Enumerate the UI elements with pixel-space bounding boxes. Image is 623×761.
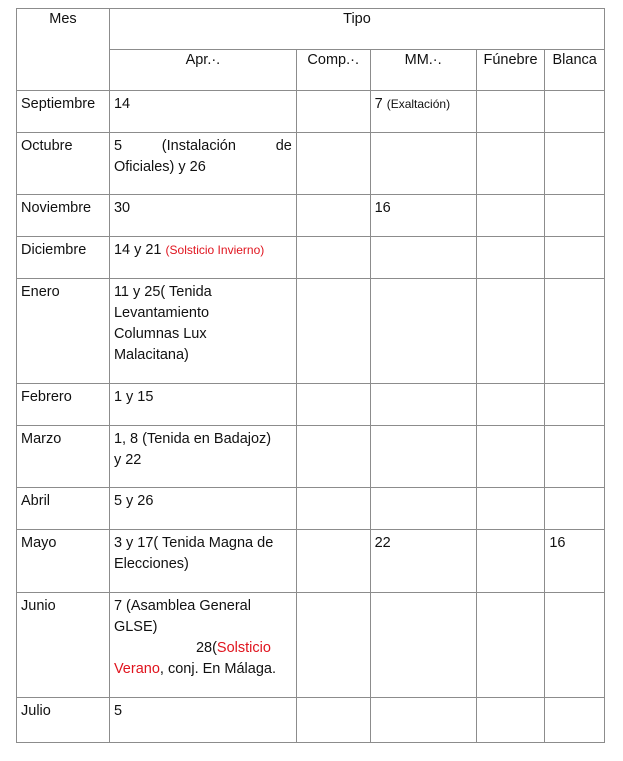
lodge-calendar-table	[16, 8, 605, 743]
cell-comp	[296, 91, 370, 133]
cell-funebre	[476, 593, 545, 698]
cell-blanca	[545, 593, 605, 698]
table-row-enero	[17, 279, 605, 384]
cell-mes: Mayo	[17, 530, 110, 593]
cell-apr	[109, 279, 296, 384]
cell-blanca: 16	[545, 530, 605, 593]
mm-value: 7	[374, 96, 383, 112]
apr-line: 3 y 17( Tenida Magna de	[113, 535, 274, 551]
cell-mes: Septiembre	[17, 91, 110, 133]
header-funebre: Fúnebre	[476, 50, 545, 91]
cell-apr: 5 y 26	[109, 488, 296, 530]
cell-funebre	[476, 530, 545, 593]
table-row-abril	[17, 488, 605, 530]
cell-blanca	[545, 195, 605, 237]
cell-comp	[296, 593, 370, 698]
cell-mes: Julio	[17, 698, 110, 743]
cell-blanca	[545, 237, 605, 279]
cell-funebre	[476, 384, 545, 426]
header-apr: Apr.·.	[109, 50, 296, 91]
cell-mes: Noviembre	[17, 195, 110, 237]
cell-comp	[296, 488, 370, 530]
cell-apr	[109, 237, 296, 279]
cell-funebre	[476, 279, 545, 384]
verano-red-text: Verano	[113, 661, 160, 677]
cell-mm	[370, 279, 476, 384]
header-comp: Comp.·.	[296, 50, 370, 91]
cell-apr	[109, 133, 296, 195]
cell-mm	[370, 698, 476, 743]
cell-comp	[296, 426, 370, 488]
cell-apr: 1 y 15	[109, 384, 296, 426]
header-mes: Mes	[17, 9, 110, 91]
cell-mm	[370, 426, 476, 488]
table-row-octubre	[17, 133, 605, 195]
cell-comp	[296, 530, 370, 593]
cell-mes: Junio	[17, 593, 110, 698]
cell-blanca	[545, 426, 605, 488]
cell-funebre	[476, 426, 545, 488]
cell-comp	[296, 698, 370, 743]
table-row-junio	[17, 593, 605, 698]
apr-line-2: Oficiales) y 26	[113, 159, 206, 175]
cell-mes: Diciembre	[17, 237, 110, 279]
cell-mm	[370, 91, 476, 133]
apr-line: Elecciones)	[113, 556, 189, 572]
header-tipo: Tipo	[109, 9, 604, 50]
cell-mm	[370, 593, 476, 698]
apr-line-1: 7 (Asamblea General	[113, 598, 251, 614]
header-blanca: Blanca	[545, 50, 605, 91]
header-row-top	[17, 9, 605, 50]
cell-blanca	[545, 488, 605, 530]
cell-mes: Enero	[17, 279, 110, 384]
solsticio-red-text: Solsticio	[216, 640, 271, 656]
cell-mes: Marzo	[17, 426, 110, 488]
cell-apr: 14	[109, 91, 296, 133]
cell-comp	[296, 384, 370, 426]
table-row-diciembre	[17, 237, 605, 279]
cell-mm: 16	[370, 195, 476, 237]
table-row-febrero	[17, 384, 605, 426]
cell-blanca	[545, 279, 605, 384]
cell-mm	[370, 384, 476, 426]
cell-mm	[370, 133, 476, 195]
table-row-mayo	[17, 530, 605, 593]
cell-mm	[370, 488, 476, 530]
cell-blanca	[545, 133, 605, 195]
cell-apr	[109, 593, 296, 698]
cell-funebre	[476, 698, 545, 743]
table-row-julio	[17, 698, 605, 743]
cell-funebre	[476, 133, 545, 195]
cell-mm	[370, 237, 476, 279]
cell-blanca	[545, 91, 605, 133]
cell-funebre	[476, 488, 545, 530]
apr-line: 1, 8 (Tenida en Badajoz)	[113, 431, 272, 447]
apr-line-1: 5 (Instalación de	[113, 138, 292, 154]
apr-line-3: 28(Solsticio	[195, 640, 271, 656]
apr-line: Columnas Lux	[113, 326, 207, 342]
apr-note-solsticio: (Solsticio Invierno)	[165, 243, 265, 257]
cell-comp	[296, 133, 370, 195]
cell-comp	[296, 237, 370, 279]
cell-mes: Febrero	[17, 384, 110, 426]
cell-mes: Octubre	[17, 133, 110, 195]
apr-line: y 22	[113, 452, 142, 468]
apr-line: 11 y 25( Tenida	[113, 284, 212, 300]
cell-funebre	[476, 91, 545, 133]
apr-line: Malacitana)	[113, 347, 189, 363]
cell-comp	[296, 279, 370, 384]
header-mm: MM.·.	[370, 50, 476, 91]
table-row-noviembre	[17, 195, 605, 237]
cell-blanca	[545, 384, 605, 426]
cell-apr	[109, 426, 296, 488]
mm-note: (Exaltación)	[386, 97, 451, 111]
cell-apr: 5	[109, 698, 296, 743]
cell-funebre	[476, 237, 545, 279]
apr-value: 14 y 21	[113, 242, 162, 258]
table-row-septiembre	[17, 91, 605, 133]
cell-apr	[109, 530, 296, 593]
cell-mm: 22	[370, 530, 476, 593]
cell-comp	[296, 195, 370, 237]
apr-line: Levantamiento	[113, 305, 210, 321]
table-row-marzo	[17, 426, 605, 488]
cell-blanca	[545, 698, 605, 743]
apr-line-2: GLSE)	[113, 619, 158, 635]
cell-mes: Abril	[17, 488, 110, 530]
cell-apr: 30	[109, 195, 296, 237]
cell-funebre	[476, 195, 545, 237]
apr-line-4: Verano, conj. En Málaga.	[113, 661, 276, 677]
